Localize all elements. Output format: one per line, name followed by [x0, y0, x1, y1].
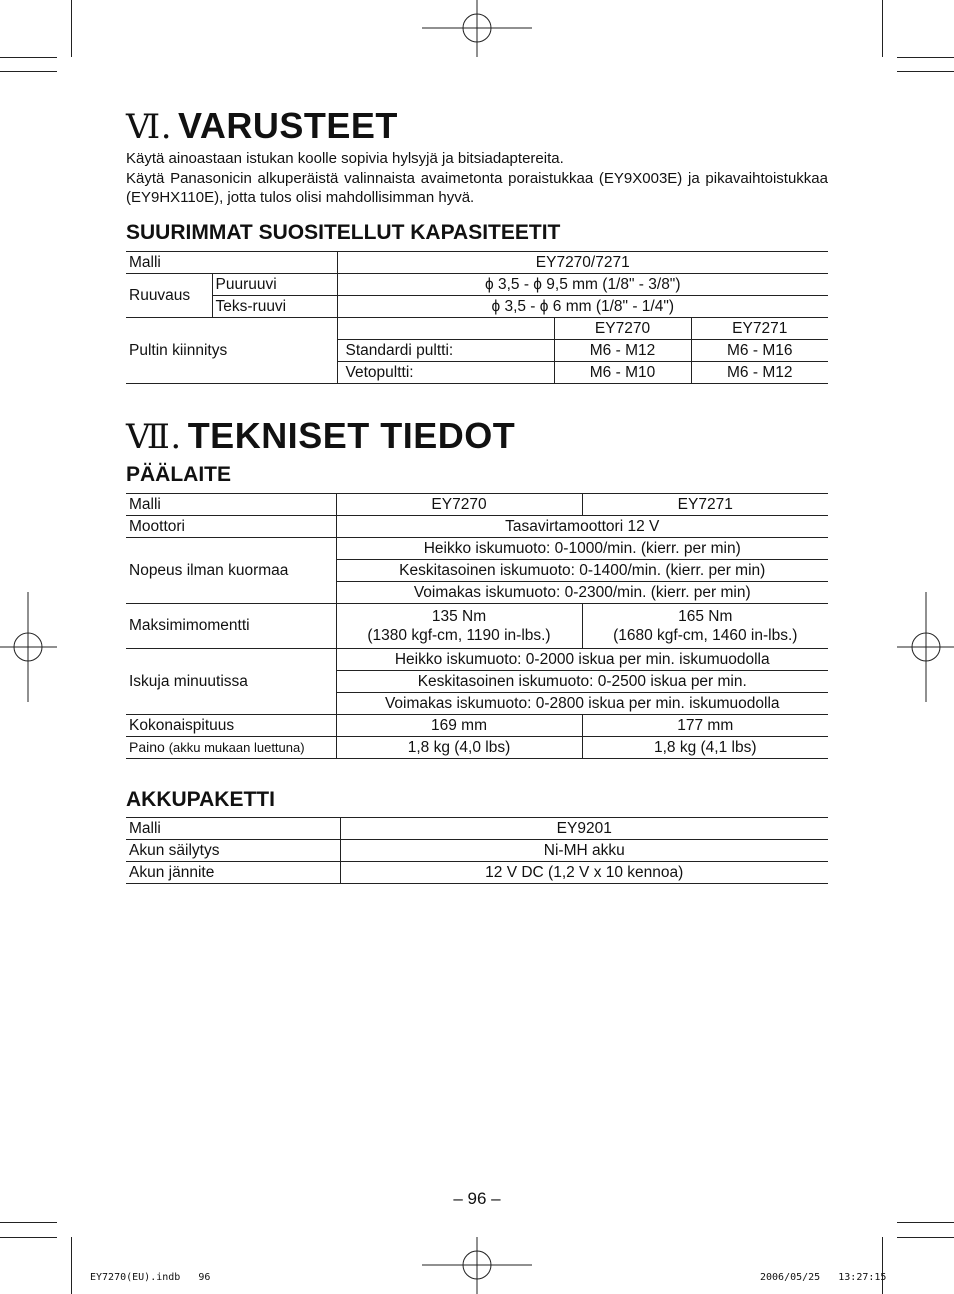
momentti-label: Maksimimomentti: [126, 604, 336, 649]
standardi-ey7270: M6 - M12: [554, 340, 691, 362]
pituus-label: Kokonaispituus: [126, 715, 336, 737]
section-7-title: [126, 415, 515, 457]
registration-mark-top: [422, 0, 532, 57]
momentti-ey7270-alt: (1380 kgf-cm, 1190 in-lbs.): [367, 627, 551, 644]
jannite-value: 12 V DC (1,2 V x 10 kennoa): [340, 862, 828, 884]
moottori-label: Moottori: [126, 516, 336, 538]
main-malli-label: Malli: [126, 494, 336, 516]
section-6-text: [126, 149, 828, 208]
standardi-label: Standardi pultti:: [337, 340, 554, 362]
nopeus-heikko: Heikko iskumuoto: 0-1000/min. (kierr. per min): [336, 538, 828, 560]
nopeus-keskitaso: Keskitasoinen iskumuoto: 0-1400/min. (kierr. per min): [336, 560, 828, 582]
capacity-table: [126, 251, 828, 384]
capacity-malli-value: EY7270/7271: [337, 252, 828, 274]
nopeus-voimakas: Voimakas iskumuoto: 0-2300/min. (kierr. per min): [336, 582, 828, 604]
section-7-roman: Ⅶ.: [126, 417, 182, 457]
footer-file: EY7270(EU).indb 96: [90, 1272, 211, 1283]
veto-ey7271: M6 - M12: [691, 362, 828, 384]
pituus-ey7271: 177 mm: [582, 715, 828, 737]
footer-timestamp: 2006/05/25 13:27:15: [760, 1272, 887, 1283]
nopeus-label: Nopeus ilman kuormaa: [126, 538, 336, 604]
main-col-ey7270: EY7270: [336, 494, 582, 516]
puuruuvi-label: Puuruuvi: [212, 274, 337, 296]
pituus-ey7270: 169 mm: [336, 715, 582, 737]
jannite-label: Akun jännite: [126, 862, 340, 884]
veto-label: Vetopultti:: [337, 362, 554, 384]
battery-heading: AKKUPAKETTI: [126, 788, 275, 811]
paino-label: Paino: [129, 739, 165, 755]
section-6-title-text: VARUSTEET: [178, 105, 398, 146]
iskuja-heikko: Heikko iskumuoto: 0-2000 iskua per min. iskumuodolla: [336, 649, 828, 671]
pultin-blank: [337, 318, 554, 340]
paino-label-cell: [126, 737, 336, 759]
paino-note: (akku mukaan luettuna): [168, 740, 305, 755]
puuruuvi-value: ϕ 3,5 - ϕ 9,5 mm (1/8" - 3/8"): [337, 274, 828, 296]
sailytys-value: Ni-MH akku: [340, 840, 828, 862]
page-number: – 96 –: [453, 1189, 501, 1208]
battery-malli-label: Malli: [126, 818, 340, 840]
moottori-value: Tasavirtamoottori 12 V: [336, 516, 828, 538]
momentti-ey7271-alt: (1680 kgf-cm, 1460 in-lbs.): [613, 627, 798, 644]
veto-ey7270: M6 - M10: [554, 362, 691, 384]
section-6-roman: Ⅵ.: [126, 107, 173, 147]
paragraph-1: Käytä ainoastaan istukan koolle sopivia hylsyjä ja bitsiadaptereita.: [126, 150, 564, 167]
registration-mark-left: [0, 592, 57, 702]
momentti-ey7271: [582, 604, 828, 649]
momentti-ey7271-nm: 165 Nm: [678, 608, 733, 625]
iskuja-keskitaso: Keskitasoinen iskumuoto: 0-2500 iskua per min.: [336, 671, 828, 693]
capacity-malli-label: Malli: [126, 252, 337, 274]
registration-mark-bottom: [422, 1237, 532, 1294]
battery-malli-value: EY9201: [340, 818, 828, 840]
section-7-title-text: TEKNISET TIEDOT: [187, 415, 516, 456]
sailytys-label: Akun säilytys: [126, 840, 340, 862]
paragraph-2: Käytä Panasonicin alkuperäistä valinnaista avaimetonta poraistukkaa (EY9X003E) ja pikavaihtoistukkaa (EY9HX110E), jotta tulos olisi mahdollisimman hyvä.: [126, 169, 828, 206]
pultin-label: Pultin kiinnitys: [126, 318, 337, 384]
paino-ey7271: 1,8 kg (4,1 lbs): [582, 737, 828, 759]
teks-value: ϕ 3,5 - ϕ 6 mm (1/8" - 1/4"): [337, 296, 828, 318]
main-col-ey7271: EY7271: [582, 494, 828, 516]
momentti-ey7270: [336, 604, 582, 649]
paino-ey7270: 1,8 kg (4,0 lbs): [336, 737, 582, 759]
capacity-heading: SUURIMMAT SUOSITELLUT KAPASITEETIT: [126, 221, 561, 244]
ruuvaus-label: Ruuvaus: [126, 274, 212, 318]
section-6-title: [126, 105, 398, 147]
main-unit-table: [126, 493, 828, 759]
main-unit-heading: PÄÄLAITE: [126, 463, 231, 486]
registration-mark-right: [897, 592, 954, 702]
iskuja-voimakas: Voimakas iskumuoto: 0-2800 iskua per min. iskumuodolla: [336, 693, 828, 715]
pultin-col-ey7271: EY7271: [691, 318, 828, 340]
battery-table: [126, 817, 828, 884]
standardi-ey7271: M6 - M16: [691, 340, 828, 362]
momentti-ey7270-nm: 135 Nm: [431, 608, 487, 625]
teks-label: Teks-ruuvi: [212, 296, 337, 318]
pultin-col-ey7270: EY7270: [554, 318, 691, 340]
iskuja-label: Iskuja minuutissa: [126, 649, 336, 715]
